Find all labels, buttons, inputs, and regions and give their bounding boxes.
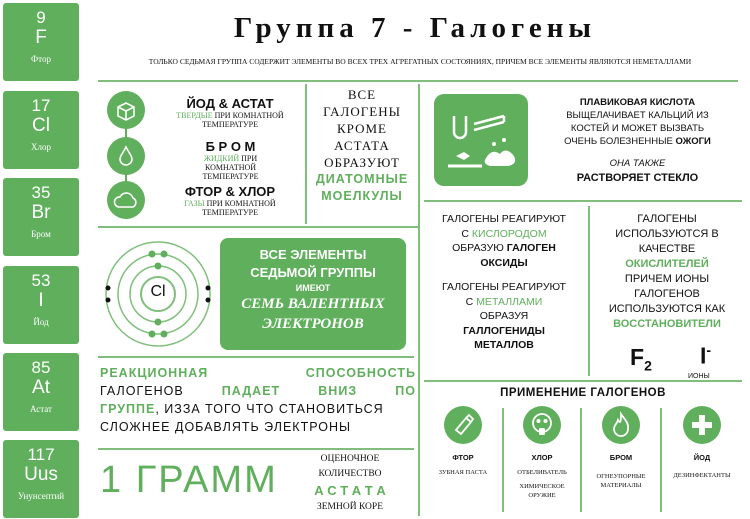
hf-line: ПЛАВИКОВАЯ КИСЛОТА <box>579 97 696 108</box>
element-symbol: F <box>35 27 47 48</box>
gram-caption <box>285 452 415 515</box>
state-solid-name: ЙОД & АСТАТ <box>186 96 274 111</box>
state-gas-label: ГАЗЫ <box>184 199 205 208</box>
reaction-line: С <box>465 295 474 308</box>
reaction-line: ГАЛОГЕНЫ РЕАГИРУЮТ <box>442 213 566 225</box>
valence-line: ИМЕЮТ <box>295 283 331 293</box>
redox-line: ГАЛОГЕНЫ <box>637 213 697 225</box>
application-name: БРОМ <box>609 453 633 462</box>
drop-icon <box>114 144 138 168</box>
divider <box>588 206 590 376</box>
reaction-highlight: ГАЛЛОГЕНИДЫ <box>463 324 545 337</box>
gram-line: ОЦЕНОЧНОЕ <box>320 454 380 464</box>
redox-text <box>592 212 742 332</box>
reactivity-highlight: РЕАКЦИОННАЯ <box>100 366 209 380</box>
element-symbol: Cl <box>32 115 50 136</box>
valence-box <box>220 238 406 350</box>
element-tile-astatine <box>3 353 79 431</box>
element-symbol: At <box>32 377 50 398</box>
atomic-number: 35 <box>31 183 51 202</box>
application-iodine <box>662 404 742 479</box>
application-use: ДЕЗИНФЕКТАНТЫ <box>673 472 731 479</box>
hf-highlight: ОЖОГИ <box>675 136 711 147</box>
applications-grid <box>424 404 742 516</box>
gram-line: ЗЕМНОЙ КОРЕ <box>316 502 383 512</box>
reaction-line: ГАЛОГЕНЫ РЕАГИРУЮТ <box>442 281 566 293</box>
reactions-text <box>422 212 586 353</box>
application-chlorine <box>504 404 580 500</box>
valence-line: СЕДЬМОЙ ГРУППЫ <box>250 265 376 280</box>
atomic-number: 9 <box>36 8 46 27</box>
state-liquid-name: Б Р О М <box>205 139 256 154</box>
element-symbol: Br <box>31 202 51 223</box>
formula-f2-symbol: F <box>630 344 645 370</box>
application-use: ОТБЕЛИВАТЕЛЬ <box>517 469 567 476</box>
element-symbol: I <box>38 290 44 311</box>
applications-title: ПРИМЕНЕНИЕ ГАЛОГЕНОВ <box>500 387 666 399</box>
application-bromine <box>582 404 660 490</box>
formula-iodide-charge: - <box>706 342 712 358</box>
state-gas-name: ФТОР & ХЛОР <box>184 184 276 199</box>
state-gas <box>160 184 300 217</box>
element-symbol: Uus <box>24 464 58 485</box>
page-subtitle: ТОЛЬКО СЕДЬМАЯ ГРУППА СОДЕРЖИТ ЭЛЕМЕНТЫ ВО ВСЕХ ТРЕХ АГРЕГАТНЫХ СОСТОЯНИЯХ, ПРИЧЕМ ВСЕ ЭЛЕМЕНТЫ ЯВЛЯЮТСЯ НЕМЕТАЛЛАМИ <box>148 57 692 66</box>
reactivity-text <box>100 364 416 436</box>
formula-f2 <box>630 344 652 374</box>
diatomic-line: ВСЕ <box>347 87 377 102</box>
hf-line: ВЫЩЕЛАЧИВАЕТ КАЛЬЦИЙ ИЗ <box>566 110 709 121</box>
element-name: Унунсептий <box>17 491 65 501</box>
application-name: ФТОР <box>452 453 474 462</box>
application-use: ЗУБНАЯ ПАСТА <box>438 469 488 476</box>
gram-amount: 1 ГРАММ <box>100 459 278 501</box>
reactivity-highlight: ВНИЗ <box>318 384 358 398</box>
state-liquid <box>188 139 273 181</box>
application-fluorine <box>424 404 502 476</box>
valence-line: ВСЕ ЭЛЕМЕНТЫ <box>259 247 367 262</box>
diatomic-line: АСТАТА <box>334 138 390 153</box>
element-name: Астат <box>29 404 52 414</box>
application-use: ХИМИЧЕСКОЕ ОРУЖИЕ <box>519 483 565 499</box>
hf-line: КОСТЕЙ И МОЖЕТ ВЫЗВАТЬ <box>570 123 705 134</box>
reaction-line: ОБРАЗУЯ <box>479 310 529 322</box>
divider <box>98 448 414 450</box>
valence-highlight: ЭЛЕКТРОНОВ <box>262 316 364 332</box>
redox-line: ИСПОЛЬЗУЮТСЯ В <box>615 228 719 240</box>
reactivity-highlight: ГРУППЕ <box>100 402 156 416</box>
element-tile-iodine <box>3 266 79 344</box>
diatomic-highlight: ДИАТОМНЫЕ <box>315 172 409 186</box>
medical-cross-icon <box>683 406 721 444</box>
divider <box>98 356 414 358</box>
application-use: ОГНЕУПОРНЫЕ МАТЕРИАЛЫ <box>596 473 646 489</box>
state-liquid-rest: ПРИ КОМНАТНОЙ ТЕМПЕРАТУРЕ <box>202 154 259 181</box>
divider <box>418 84 420 516</box>
reaction-line: ОБРАЗУЮ <box>452 242 504 254</box>
cloud-icon <box>112 189 140 213</box>
redox-line: ГАЛОГЕНОВ <box>634 288 700 300</box>
atomic-number: 117 <box>27 445 55 464</box>
state-solid-rest: ПРИ КОМНАТНОЙ ТЕМПЕРАТУРЕ <box>202 111 284 129</box>
application-name: ХЛОР <box>531 453 553 462</box>
atomic-number: 53 <box>31 271 51 290</box>
cube-icon <box>114 99 138 123</box>
formula-iodide-symbol: I <box>700 342 707 369</box>
hf-text <box>535 96 740 185</box>
gas-mask-icon <box>523 406 561 444</box>
reaction-highlight: КИСЛОРОДОМ <box>471 227 547 240</box>
element-name: Йод <box>33 317 49 327</box>
diatomic-line: ОБРАЗУЮТ <box>324 155 400 170</box>
element-name: Фтор <box>31 54 51 64</box>
formula-iodide <box>700 342 711 370</box>
hf-line: ОЧЕНЬ БОЛЕЗНЕННЫЕ <box>564 136 673 147</box>
redox-line: ПРИЧЕМ ИОНЫ <box>624 273 710 285</box>
toothpaste-icon <box>444 406 482 444</box>
hf-line: ОНА ТАКЖЕ <box>609 158 666 169</box>
state-solid <box>160 96 300 129</box>
element-tile-bromine <box>3 178 79 256</box>
divider <box>305 84 307 224</box>
element-name: Хлор <box>31 142 51 152</box>
diatomic-text <box>308 86 416 205</box>
reactivity-highlight: ПАДАЕТ <box>221 384 281 398</box>
gram-line: КОЛИЧЕСТВО <box>318 469 382 479</box>
reaction-highlight: ОКСИДЫ <box>480 256 528 269</box>
diatomic-highlight: МОЕЛКУЛЫ <box>321 189 403 203</box>
reactivity-highlight: ПО <box>395 384 416 398</box>
redox-line: КАЧЕСТВЕ <box>638 243 696 255</box>
state-gas-rest: ПРИ КОМНАТНОЙ ТЕМПЕРАТУРЕ <box>202 199 276 217</box>
diatomic-line: ГАЛОГЕНЫ <box>323 104 401 119</box>
gram-highlight: А С Т А Т А <box>314 483 386 498</box>
element-tile-ununseptium <box>3 440 79 518</box>
reaction-highlight: МЕТАЛЛОВ <box>474 339 534 351</box>
redox-line: ИСПОЛЬЗУЮТСЯ КАК <box>608 303 726 315</box>
atom-symbol: Cl <box>150 283 166 300</box>
diatomic-line: КРОМЕ <box>337 121 387 136</box>
reaction-line: С <box>461 227 469 240</box>
state-solid-label: ТВЕРДЫЕ <box>176 111 213 120</box>
reaction-highlight: ГАЛОГЕН <box>506 242 556 254</box>
element-tile-chlorine <box>3 91 79 169</box>
atomic-number: 85 <box>31 358 51 377</box>
divider <box>424 380 742 382</box>
reactivity-line: ГАЛОГЕНОВ <box>100 384 184 398</box>
reactivity-highlight: СПОСОБНОСТЬ <box>305 366 416 380</box>
reactivity-line: , ИЗЗА ТОГО ЧТО СТАНОВИТЬСЯ <box>155 402 384 416</box>
valence-highlight: СЕМЬ ВАЛЕНТНЫХ <box>241 296 385 312</box>
reaction-highlight: МЕТАЛЛАМИ <box>476 295 543 308</box>
element-tile-fluorine <box>3 3 79 81</box>
fire-icon <box>602 406 640 444</box>
divider <box>98 80 738 82</box>
atomic-number: 17 <box>31 96 51 115</box>
hf-highlight: РАСТВОРЯЕТ СТЕКЛО <box>576 172 699 184</box>
application-name: ЙОД <box>693 453 711 462</box>
divider <box>424 200 742 202</box>
ions-label: ИОНЫ <box>688 373 710 380</box>
redox-highlight: ОКИСЛИТЕЛЕЙ <box>625 258 709 270</box>
reactivity-line: СЛОЖНЕЕ ДОБАВЛЯТЬ ЭЛЕКТРОНЫ <box>100 420 352 434</box>
state-liquid-label: ЖИДКИЙ <box>203 154 240 163</box>
redox-highlight: ВОССТАНОВИТЕЛИ <box>613 318 721 330</box>
page-title: Группа 7 - Галогены <box>233 12 597 44</box>
formula-f2-subscript: 2 <box>644 357 652 374</box>
acid-lab-icon <box>434 94 528 186</box>
element-name: Бром <box>31 229 51 239</box>
